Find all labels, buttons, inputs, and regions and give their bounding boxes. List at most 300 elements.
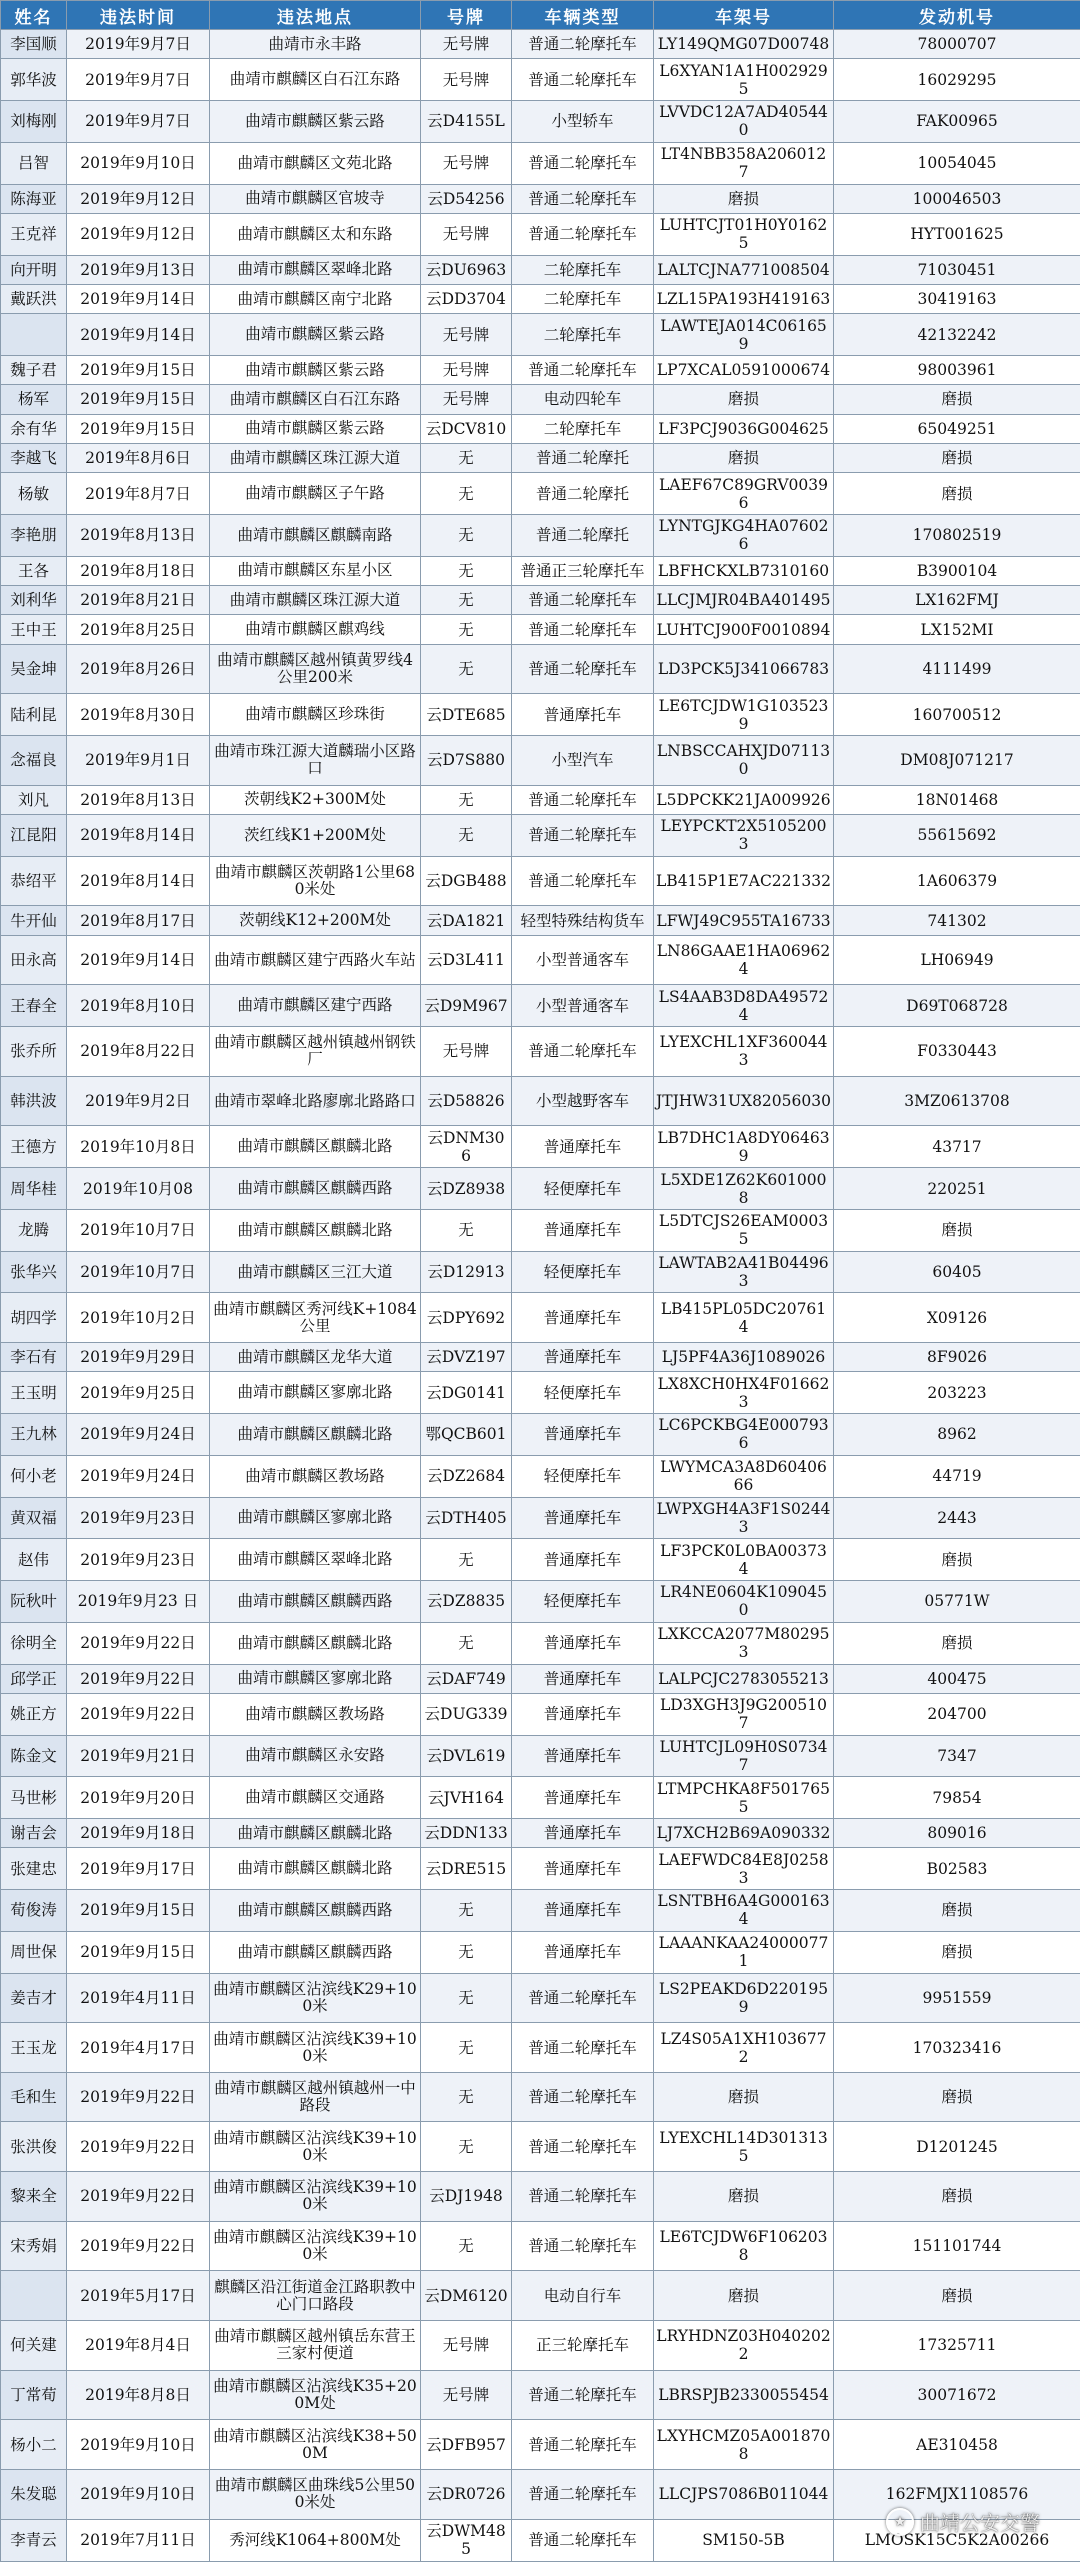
cell-name: 李青云 xyxy=(1,2519,67,2561)
cell-location: 曲靖市麒麟区白石江东路 xyxy=(210,385,421,414)
table-row xyxy=(1,1126,1080,1168)
cell-engine-number: LMOSK15C5K2A00266 xyxy=(834,2519,1080,2561)
cell-frame-number: JTJHW31UX82056030 xyxy=(654,1076,834,1126)
cell-plate: 无 xyxy=(421,2072,512,2122)
cell-vehicle-type: 普通二轮摩托车 xyxy=(512,1973,654,2023)
cell-time: 2019年9月15日 xyxy=(67,355,210,384)
cell-engine-number: 170802519 xyxy=(834,515,1080,557)
cell-frame-number: LUHTCJL09H0S07347 xyxy=(654,1735,834,1777)
cell-frame-number: LUHTCJT01H0Y01625 xyxy=(654,213,834,255)
cell-name: 念福良 xyxy=(1,736,67,786)
cell-name: 李国顺 xyxy=(1,30,67,59)
cell-location: 曲靖市麒麟区麒麟北路 xyxy=(210,1622,421,1664)
table-row xyxy=(1,906,1080,935)
table-row xyxy=(1,586,1080,615)
cell-vehicle-type: 二轮摩托车 xyxy=(512,255,654,284)
cell-engine-number: 98003961 xyxy=(834,355,1080,384)
cell-location: 曲靖市麒麟区麒麟南路 xyxy=(210,515,421,557)
cell-plate: 云DVZ197 xyxy=(421,1343,512,1372)
cell-frame-number: LP7XCAL0591000674 xyxy=(654,355,834,384)
cell-engine-number: 55615692 xyxy=(834,815,1080,857)
cell-frame-number: LWYMCA3A8D6040666 xyxy=(654,1455,834,1497)
cell-vehicle-type: 电动四轮车 xyxy=(512,385,654,414)
cell-location: 曲靖市麒麟区秀河线K+1084公里 xyxy=(210,1293,421,1343)
cell-engine-number: 741302 xyxy=(834,906,1080,935)
cell-engine-number: 78000707 xyxy=(834,30,1080,59)
cell-name: 张建忠 xyxy=(1,1848,67,1890)
cell-location: 曲靖市麒麟区三江大道 xyxy=(210,1251,421,1293)
cell-plate: 云DM6120 xyxy=(421,2271,512,2321)
cell-vehicle-type: 普通二轮摩托 xyxy=(512,515,654,557)
cell-plate: 无 xyxy=(421,443,512,472)
cell-engine-number: F0330443 xyxy=(834,1027,1080,1077)
cell-location: 曲靖市麒麟区太和东路 xyxy=(210,213,421,255)
cell-vehicle-type: 小型轿车 xyxy=(512,101,654,143)
cell-location: 曲靖市麒麟区曲珠线5公里500米处 xyxy=(210,2469,421,2519)
cell-vehicle-type: 普通二轮摩托车 xyxy=(512,59,654,101)
cell-plate: 云DAF749 xyxy=(421,1664,512,1693)
table-row xyxy=(1,30,1080,59)
cell-engine-number: 17325711 xyxy=(834,2321,1080,2371)
cell-name: 陆利昆 xyxy=(1,694,67,736)
cell-plate: 无 xyxy=(421,785,512,814)
cell-time: 2019年9月1日 xyxy=(67,736,210,786)
cell-time: 2019年9月2日 xyxy=(67,1076,210,1126)
cell-location: 曲靖市麒麟区紫云路 xyxy=(210,101,421,143)
cell-frame-number: LAWTEJA014C061659 xyxy=(654,314,834,356)
cell-vehicle-type: 普通摩托车 xyxy=(512,1209,654,1251)
cell-plate: 无号牌 xyxy=(421,213,512,255)
cell-frame-number: LRYHDNZ03H0402022 xyxy=(654,2321,834,2371)
cell-plate: 无 xyxy=(421,1539,512,1581)
cell-vehicle-type: 二轮摩托车 xyxy=(512,414,654,443)
table-row xyxy=(1,1076,1080,1126)
cell-location: 曲靖市麒麟区建宁西路火车站 xyxy=(210,935,421,985)
cell-vehicle-type: 普通二轮摩托车 xyxy=(512,184,654,213)
cell-plate: 云DZ8938 xyxy=(421,1168,512,1210)
cell-vehicle-type: 普通二轮摩托车 xyxy=(512,2469,654,2519)
cell-name: 田永高 xyxy=(1,935,67,985)
cell-engine-number: 16029295 xyxy=(834,59,1080,101)
cell-frame-number: L5XDE1Z62K6010008 xyxy=(654,1168,834,1210)
table-row xyxy=(1,515,1080,557)
table-row xyxy=(1,615,1080,644)
cell-name: 谢吉会 xyxy=(1,1819,67,1848)
cell-frame-number: LUHTCJ900F0010894 xyxy=(654,615,834,644)
cell-name: 杨军 xyxy=(1,385,67,414)
cell-vehicle-type: 普通摩托车 xyxy=(512,1622,654,1664)
cell-frame-number: LLCJMJR04BA401495 xyxy=(654,586,834,615)
cell-vehicle-type: 普通摩托车 xyxy=(512,1497,654,1539)
cell-name: 吴金坤 xyxy=(1,644,67,694)
cell-plate: 无 xyxy=(421,644,512,694)
cell-location: 曲靖市麒麟区麒麟北路 xyxy=(210,1848,421,1890)
cell-time: 2019年8月10日 xyxy=(67,985,210,1027)
cell-engine-number: 10054045 xyxy=(834,142,1080,184)
header-name: 姓名 xyxy=(1,1,67,30)
cell-plate: 云D58826 xyxy=(421,1076,512,1126)
cell-location: 麒麟区沿江街道金江路职教中心门口路段 xyxy=(210,2271,421,2321)
cell-name: 胡四学 xyxy=(1,1293,67,1343)
cell-location: 曲靖市麒麟区珍珠街 xyxy=(210,694,421,736)
cell-location: 曲靖市麒麟区麒麟西路 xyxy=(210,1890,421,1932)
cell-vehicle-type: 小型越野客车 xyxy=(512,1076,654,1126)
cell-name: 王中王 xyxy=(1,615,67,644)
cell-engine-number: 8962 xyxy=(834,1414,1080,1456)
cell-engine-number: 磨损 xyxy=(834,1931,1080,1973)
table-row xyxy=(1,2271,1080,2321)
cell-location: 曲靖市麒麟区永安路 xyxy=(210,1735,421,1777)
table-row xyxy=(1,1209,1080,1251)
cell-vehicle-type: 普通摩托车 xyxy=(512,1931,654,1973)
cell-frame-number: LNBSCCAHXJD071130 xyxy=(654,736,834,786)
cell-engine-number: 磨损 xyxy=(834,1539,1080,1581)
table-row xyxy=(1,1539,1080,1581)
cell-engine-number: D1201245 xyxy=(834,2122,1080,2172)
cell-time: 2019年9月14日 xyxy=(67,935,210,985)
table-row xyxy=(1,1777,1080,1819)
cell-plate: 云DWM485 xyxy=(421,2519,512,2561)
cell-vehicle-type: 正三轮摩托车 xyxy=(512,2321,654,2371)
cell-time: 2019年5月17日 xyxy=(67,2271,210,2321)
table-row xyxy=(1,1343,1080,1372)
cell-engine-number: 30071672 xyxy=(834,2370,1080,2420)
cell-name: 王春全 xyxy=(1,985,67,1027)
cell-vehicle-type: 普通摩托车 xyxy=(512,1126,654,1168)
cell-plate: 无 xyxy=(421,2023,512,2073)
cell-vehicle-type: 普通二轮摩托车 xyxy=(512,1027,654,1077)
cell-frame-number: LYEXCHL14D3013135 xyxy=(654,2122,834,2172)
table-row xyxy=(1,414,1080,443)
cell-name: 毛和生 xyxy=(1,2072,67,2122)
header-plate: 号牌 xyxy=(421,1,512,30)
table-row xyxy=(1,785,1080,814)
cell-time: 2019年9月15日 xyxy=(67,414,210,443)
cell-engine-number: 7347 xyxy=(834,1735,1080,1777)
cell-vehicle-type: 普通二轮摩托车 xyxy=(512,2122,654,2172)
cell-name xyxy=(1,314,67,356)
cell-time: 2019年9月25日 xyxy=(67,1372,210,1414)
cell-engine-number: 65049251 xyxy=(834,414,1080,443)
cell-vehicle-type: 普通摩托车 xyxy=(512,1293,654,1343)
cell-plate: 无 xyxy=(421,1890,512,1932)
cell-location: 茨朝线K12+200M处 xyxy=(210,906,421,935)
cell-name: 郭华波 xyxy=(1,59,67,101)
cell-time: 2019年9月22日 xyxy=(67,1693,210,1735)
cell-plate: 云DG0141 xyxy=(421,1372,512,1414)
cell-vehicle-type: 普通二轮摩托车 xyxy=(512,213,654,255)
cell-location: 曲靖市麒麟区寥廓北路 xyxy=(210,1372,421,1414)
cell-frame-number: 磨损 xyxy=(654,2072,834,2122)
cell-vehicle-type: 普通摩托车 xyxy=(512,1539,654,1581)
cell-location: 曲靖市麒麟区沾滨线K35+200M处 xyxy=(210,2370,421,2420)
cell-engine-number: 42132242 xyxy=(834,314,1080,356)
cell-time: 2019年8月18日 xyxy=(67,556,210,585)
cell-time: 2019年9月22日 xyxy=(67,2122,210,2172)
cell-name: 陈金文 xyxy=(1,1735,67,1777)
cell-vehicle-type: 轻便摩托车 xyxy=(512,1372,654,1414)
cell-time: 2019年8月26日 xyxy=(67,644,210,694)
cell-name: 江昆阳 xyxy=(1,815,67,857)
cell-plate: 无号牌 xyxy=(421,2370,512,2420)
cell-plate: 无号牌 xyxy=(421,30,512,59)
cell-frame-number: LC6PCKBG4E0007936 xyxy=(654,1414,834,1456)
cell-name: 朱发聪 xyxy=(1,2469,67,2519)
cell-vehicle-type: 普通二轮摩托 xyxy=(512,443,654,472)
cell-name: 韩洪波 xyxy=(1,1076,67,1126)
table-row xyxy=(1,1414,1080,1456)
cell-vehicle-type: 普通摩托车 xyxy=(512,1693,654,1735)
cell-engine-number: 30419163 xyxy=(834,284,1080,313)
cell-location: 曲靖市麒麟区白石江东路 xyxy=(210,59,421,101)
cell-location: 曲靖市麒麟区越州镇越州一中路段 xyxy=(210,2072,421,2122)
cell-location: 曲靖市麒麟区官坡寺 xyxy=(210,184,421,213)
cell-frame-number: LN86GAAE1HA069624 xyxy=(654,935,834,985)
cell-name: 王玉龙 xyxy=(1,2023,67,2073)
cell-plate: 无 xyxy=(421,473,512,515)
cell-vehicle-type: 普通摩托车 xyxy=(512,1414,654,1456)
cell-frame-number: LLCJPS7086B011044 xyxy=(654,2469,834,2519)
cell-frame-number: LZL15PA193H419163 xyxy=(654,284,834,313)
cell-vehicle-type: 轻型特殊结构货车 xyxy=(512,906,654,935)
table-row xyxy=(1,2420,1080,2470)
cell-plate: 云D12913 xyxy=(421,1251,512,1293)
cell-vehicle-type: 普通二轮摩托车 xyxy=(512,856,654,906)
cell-time: 2019年8月17日 xyxy=(67,906,210,935)
cell-engine-number: 磨损 xyxy=(834,1622,1080,1664)
cell-time: 2019年9月15日 xyxy=(67,1890,210,1932)
cell-frame-number: LJ5PF4A36J1089026 xyxy=(654,1343,834,1372)
cell-time: 2019年8月25日 xyxy=(67,615,210,644)
cell-plate: 云DCV810 xyxy=(421,414,512,443)
cell-frame-number: LWPXGH4A3F1S02443 xyxy=(654,1497,834,1539)
table-row xyxy=(1,2172,1080,2222)
cell-frame-number: LFWJ49C955TA16733 xyxy=(654,906,834,935)
cell-engine-number: 磨损 xyxy=(834,2172,1080,2222)
cell-name: 张乔所 xyxy=(1,1027,67,1077)
cell-engine-number: 9951559 xyxy=(834,1973,1080,2023)
cell-frame-number: LALPCJC2783055213 xyxy=(654,1664,834,1693)
cell-plate: 无号牌 xyxy=(421,314,512,356)
cell-frame-number: SM150-5B xyxy=(654,2519,834,2561)
cell-engine-number: 400475 xyxy=(834,1664,1080,1693)
cell-frame-number: 磨损 xyxy=(654,2172,834,2222)
cell-vehicle-type: 轻便摩托车 xyxy=(512,1251,654,1293)
cell-name: 刘梅刚 xyxy=(1,101,67,143)
cell-vehicle-type: 普通二轮摩托车 xyxy=(512,2172,654,2222)
cell-vehicle-type: 普通摩托车 xyxy=(512,1343,654,1372)
cell-time: 2019年8月22日 xyxy=(67,1027,210,1077)
header-time: 违法时间 xyxy=(67,1,210,30)
cell-vehicle-type: 普通二轮摩托车 xyxy=(512,615,654,644)
cell-engine-number: 4111499 xyxy=(834,644,1080,694)
cell-frame-number: L5DPCKK21JA009926 xyxy=(654,785,834,814)
cell-time: 2019年9月17日 xyxy=(67,1848,210,1890)
cell-location: 曲靖市麒麟区翠峰北路 xyxy=(210,255,421,284)
cell-location: 曲靖市麒麟区麒麟北路 xyxy=(210,1126,421,1168)
table-row xyxy=(1,815,1080,857)
watermark-text: 曲靖公安交警 xyxy=(920,2511,1040,2535)
cell-location: 曲靖市麒麟区子午路 xyxy=(210,473,421,515)
table-row xyxy=(1,1693,1080,1735)
cell-plate: 云DPY692 xyxy=(421,1293,512,1343)
cell-location: 曲靖市麒麟区翠峰北路 xyxy=(210,1539,421,1581)
cell-plate: 云DRE515 xyxy=(421,1848,512,1890)
cell-location: 曲靖市麒麟区沾滨线K38+500M xyxy=(210,2420,421,2470)
cell-time: 2019年7月11日 xyxy=(67,2519,210,2561)
cell-frame-number: LSNTBH6A4G0001634 xyxy=(654,1890,834,1932)
cell-vehicle-type: 普通二轮摩托车 xyxy=(512,2370,654,2420)
cell-engine-number: HYT001625 xyxy=(834,213,1080,255)
cell-location: 曲靖市永丰路 xyxy=(210,30,421,59)
cell-time: 2019年8月14日 xyxy=(67,856,210,906)
cell-name: 黄双福 xyxy=(1,1497,67,1539)
table-row xyxy=(1,2370,1080,2420)
cell-frame-number: LE6TCJDW1G1035239 xyxy=(654,694,834,736)
cell-name: 荀俊涛 xyxy=(1,1890,67,1932)
cell-location: 秀河线K1064+800M处 xyxy=(210,2519,421,2561)
cell-frame-number: LAAANKAA240000771 xyxy=(654,1931,834,1973)
cell-engine-number: 磨损 xyxy=(834,473,1080,515)
cell-location: 曲靖市麒麟区寥廓北路 xyxy=(210,1497,421,1539)
cell-location: 曲靖市麒麟区珠江源大道 xyxy=(210,586,421,615)
cell-location: 曲靖市麒麟区麒麟西路 xyxy=(210,1931,421,1973)
cell-frame-number: 磨损 xyxy=(654,184,834,213)
cell-plate: 无号牌 xyxy=(421,385,512,414)
cell-plate: 云JVH164 xyxy=(421,1777,512,1819)
cell-engine-number: X09126 xyxy=(834,1293,1080,1343)
table-row xyxy=(1,1455,1080,1497)
header-engine-number: 发动机号 xyxy=(834,1,1080,30)
cell-name: 李越飞 xyxy=(1,443,67,472)
table-row xyxy=(1,2221,1080,2271)
cell-engine-number: DM08J071217 xyxy=(834,736,1080,786)
table-row xyxy=(1,1622,1080,1664)
cell-location: 曲靖市麒麟区龙华大道 xyxy=(210,1343,421,1372)
cell-vehicle-type: 普通摩托车 xyxy=(512,1819,654,1848)
table-row xyxy=(1,1581,1080,1623)
cell-vehicle-type: 小型汽车 xyxy=(512,736,654,786)
cell-engine-number: 71030451 xyxy=(834,255,1080,284)
cell-plate: 云DA1821 xyxy=(421,906,512,935)
cell-location: 曲靖市麒麟区教场路 xyxy=(210,1455,421,1497)
cell-frame-number: LVVDC12A7AD405440 xyxy=(654,101,834,143)
table-row xyxy=(1,1735,1080,1777)
cell-location: 曲靖市麒麟区麒麟北路 xyxy=(210,1414,421,1456)
cell-name: 何小老 xyxy=(1,1455,67,1497)
cell-engine-number: LX162FMJ xyxy=(834,586,1080,615)
cell-engine-number: AE310458 xyxy=(834,2420,1080,2470)
cell-name: 向开明 xyxy=(1,255,67,284)
cell-time: 2019年8月14日 xyxy=(67,815,210,857)
cell-location: 曲靖市麒麟区麒麟西路 xyxy=(210,1581,421,1623)
cell-engine-number: LX152MI xyxy=(834,615,1080,644)
cell-engine-number: 磨损 xyxy=(834,1890,1080,1932)
cell-vehicle-type: 普通摩托车 xyxy=(512,694,654,736)
cell-vehicle-type: 普通摩托车 xyxy=(512,1664,654,1693)
cell-location: 曲靖市麒麟区沾滨线K39+100米 xyxy=(210,2122,421,2172)
cell-name: 何关建 xyxy=(1,2321,67,2371)
cell-time: 2019年9月22日 xyxy=(67,2221,210,2271)
cell-vehicle-type: 轻便摩托车 xyxy=(512,1455,654,1497)
cell-vehicle-type: 普通摩托车 xyxy=(512,1777,654,1819)
cell-name: 周世保 xyxy=(1,1931,67,1973)
cell-frame-number: LTMPCHKA8F5017655 xyxy=(654,1777,834,1819)
cell-engine-number: 1A606379 xyxy=(834,856,1080,906)
cell-vehicle-type: 二轮摩托车 xyxy=(512,284,654,313)
cell-location: 曲靖市麒麟区南宁北路 xyxy=(210,284,421,313)
cell-vehicle-type: 普通二轮摩托车 xyxy=(512,815,654,857)
cell-location: 曲靖市麒麟区麒麟北路 xyxy=(210,1819,421,1848)
header-location: 违法地点 xyxy=(210,1,421,30)
cell-time: 2019年8月13日 xyxy=(67,785,210,814)
cell-engine-number: 05771W xyxy=(834,1581,1080,1623)
cell-vehicle-type: 普通二轮摩托车 xyxy=(512,2519,654,2561)
cell-frame-number: L6XYAN1A1H0029295 xyxy=(654,59,834,101)
cell-engine-number: 磨损 xyxy=(834,1209,1080,1251)
cell-engine-number: 204700 xyxy=(834,1693,1080,1735)
cell-time: 2019年8月8日 xyxy=(67,2370,210,2420)
cell-location: 茨红线K1+200M处 xyxy=(210,815,421,857)
cell-name: 阮秋叶 xyxy=(1,1581,67,1623)
cell-location: 曲靖市麒麟区麒鸡线 xyxy=(210,615,421,644)
cell-location: 曲靖市翠峰北路廖廓北路路口 xyxy=(210,1076,421,1126)
cell-plate: 云DUG339 xyxy=(421,1693,512,1735)
cell-engine-number: 809016 xyxy=(834,1819,1080,1848)
cell-name: 李艳朋 xyxy=(1,515,67,557)
cell-time: 2019年9月22日 xyxy=(67,2172,210,2222)
cell-time: 2019年10月7日 xyxy=(67,1251,210,1293)
cell-name: 姜吉才 xyxy=(1,1973,67,2023)
table-row xyxy=(1,142,1080,184)
table-row xyxy=(1,1973,1080,2023)
cell-location: 曲靖市麒麟区东星小区 xyxy=(210,556,421,585)
cell-plate: 无号牌 xyxy=(421,1027,512,1077)
header-frame-number: 车架号 xyxy=(654,1,834,30)
cell-frame-number: LBRSPJB2330055454 xyxy=(654,2370,834,2420)
cell-location: 曲靖市麒麟区沾滨线K39+100米 xyxy=(210,2172,421,2222)
cell-engine-number: 100046503 xyxy=(834,184,1080,213)
cell-vehicle-type: 普通二轮摩托车 xyxy=(512,355,654,384)
cell-time: 2019年4月11日 xyxy=(67,1973,210,2023)
table-row xyxy=(1,443,1080,472)
cell-frame-number: LT4NBB358A2060127 xyxy=(654,142,834,184)
cell-plate: 云DU6963 xyxy=(421,255,512,284)
cell-name: 王九林 xyxy=(1,1414,67,1456)
cell-name: 黎来全 xyxy=(1,2172,67,2222)
cell-name: 宋秀娟 xyxy=(1,2221,67,2271)
cell-engine-number: 18N01468 xyxy=(834,785,1080,814)
cell-engine-number: 162FMJX1108576 xyxy=(834,2469,1080,2519)
cell-engine-number: B3900104 xyxy=(834,556,1080,585)
cell-location: 曲靖市麒麟区建宁西路 xyxy=(210,985,421,1027)
cell-frame-number: LS4AAB3D8DA495724 xyxy=(654,985,834,1027)
cell-engine-number: 79854 xyxy=(834,1777,1080,1819)
cell-plate: 无 xyxy=(421,2221,512,2271)
cell-frame-number: L5DTCJS26EAM00035 xyxy=(654,1209,834,1251)
cell-name: 马世彬 xyxy=(1,1777,67,1819)
cell-frame-number: LXYHCMZ05A0018708 xyxy=(654,2420,834,2470)
cell-time: 2019年9月14日 xyxy=(67,314,210,356)
cell-frame-number: LZ4S05A1XH1036772 xyxy=(654,2023,834,2073)
cell-frame-number: 磨损 xyxy=(654,385,834,414)
cell-plate: 无 xyxy=(421,1973,512,2023)
cell-vehicle-type: 普通二轮摩托车 xyxy=(512,2023,654,2073)
cell-name: 恭绍平 xyxy=(1,856,67,906)
cell-plate: 无 xyxy=(421,556,512,585)
table-row xyxy=(1,1664,1080,1693)
cell-plate: 无 xyxy=(421,815,512,857)
